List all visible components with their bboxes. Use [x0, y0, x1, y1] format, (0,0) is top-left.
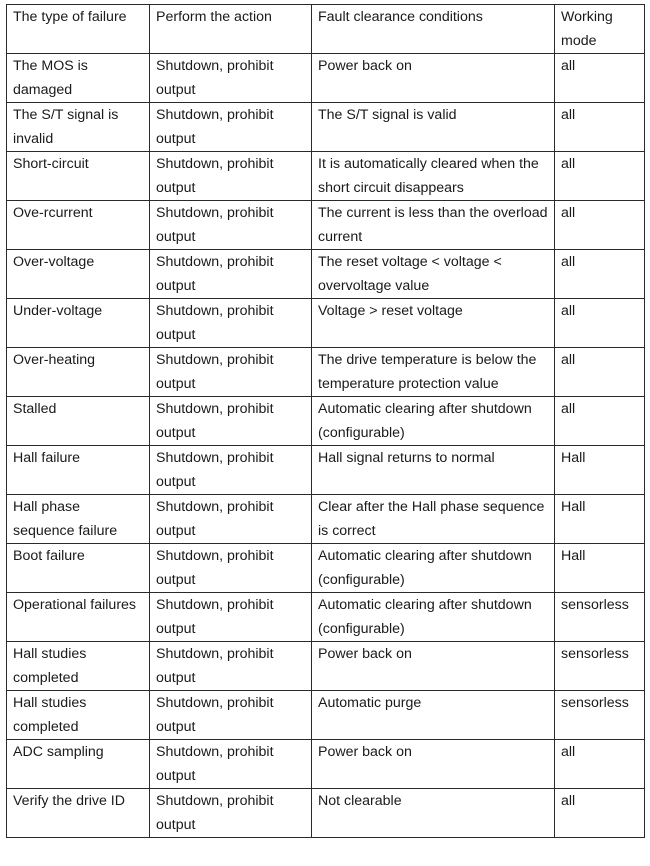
clearance-cell: Power back on [312, 740, 555, 789]
action-cell: Shutdown, prohibit output [150, 348, 312, 397]
table-row [7, 397, 645, 446]
working-mode-cell: Hall [555, 544, 645, 593]
working-mode-cell: sensorless [555, 691, 645, 740]
action-cell: Shutdown, prohibit output [150, 642, 312, 691]
clearance-cell: Automatic purge [312, 691, 555, 740]
clearance-cell: The S/T signal is valid [312, 103, 555, 152]
working-mode-cell: all [555, 250, 645, 299]
working-mode-cell: all [555, 201, 645, 250]
failure-type-cell: ADC sampling [7, 740, 150, 789]
clearance-cell: Not clearable [312, 789, 555, 838]
action-cell: Shutdown, prohibit output [150, 250, 312, 299]
table-row [7, 789, 645, 838]
clearance-cell: Automatic clearing after shutdown (configurable) [312, 397, 555, 446]
table-row [7, 740, 645, 789]
failure-type-cell: Over-heating [7, 348, 150, 397]
failure-type-cell: Boot failure [7, 544, 150, 593]
clearance-cell: Automatic clearing after shutdown (configurable) [312, 544, 555, 593]
action-cell: Shutdown, prohibit output [150, 54, 312, 103]
table-row [7, 544, 645, 593]
table-row [7, 201, 645, 250]
header-row [7, 5, 645, 54]
header-cell-failure-type: The type of failure [7, 5, 150, 54]
action-cell: Shutdown, prohibit output [150, 446, 312, 495]
failure-type-cell: Stalled [7, 397, 150, 446]
working-mode-cell: sensorless [555, 642, 645, 691]
failure-type-cell: Under-voltage [7, 299, 150, 348]
clearance-cell: Automatic clearing after shutdown (configurable) [312, 593, 555, 642]
action-cell: Shutdown, prohibit output [150, 740, 312, 789]
action-cell: Shutdown, prohibit output [150, 103, 312, 152]
failure-type-cell: Ove-rcurrent [7, 201, 150, 250]
clearance-cell: The drive temperature is below the temperature protection value [312, 348, 555, 397]
working-mode-cell: Hall [555, 446, 645, 495]
header-cell-clearance: Fault clearance conditions [312, 5, 555, 54]
clearance-cell: Hall signal returns to normal [312, 446, 555, 495]
working-mode-cell: all [555, 740, 645, 789]
working-mode-cell: all [555, 152, 645, 201]
fault-table [6, 4, 645, 838]
table-row [7, 495, 645, 544]
clearance-cell: Power back on [312, 54, 555, 103]
failure-type-cell: Operational failures [7, 593, 150, 642]
failure-type-cell: Short-circuit [7, 152, 150, 201]
working-mode-cell: sensorless [555, 593, 645, 642]
working-mode-cell: all [555, 54, 645, 103]
failure-type-cell: The MOS is damaged [7, 54, 150, 103]
failure-type-cell: Hall studies completed [7, 642, 150, 691]
clearance-cell: Power back on [312, 642, 555, 691]
action-cell: Shutdown, prohibit output [150, 544, 312, 593]
header-cell-action: Perform the action [150, 5, 312, 54]
failure-type-cell: The S/T signal is invalid [7, 103, 150, 152]
table-row [7, 642, 645, 691]
working-mode-cell: all [555, 299, 645, 348]
clearance-cell: It is automatically cleared when the short circuit disappears [312, 152, 555, 201]
failure-type-cell: Hall phase sequence failure [7, 495, 150, 544]
table-row [7, 54, 645, 103]
clearance-cell: The current is less than the overload current [312, 201, 555, 250]
table-row [7, 299, 645, 348]
action-cell: Shutdown, prohibit output [150, 593, 312, 642]
working-mode-cell: all [555, 103, 645, 152]
action-cell: Shutdown, prohibit output [150, 299, 312, 348]
clearance-cell: Clear after the Hall phase sequence is correct [312, 495, 555, 544]
table-row [7, 152, 645, 201]
failure-type-cell: Verify the drive ID [7, 789, 150, 838]
working-mode-cell: Hall [555, 495, 645, 544]
header-cell-working-mode: Working mode [555, 5, 645, 54]
action-cell: Shutdown, prohibit output [150, 691, 312, 740]
table-row [7, 250, 645, 299]
action-cell: Shutdown, prohibit output [150, 789, 312, 838]
clearance-cell: The reset voltage < voltage < overvoltage value [312, 250, 555, 299]
table-row [7, 446, 645, 495]
action-cell: Shutdown, prohibit output [150, 201, 312, 250]
table-row [7, 348, 645, 397]
failure-type-cell: Hall studies completed [7, 691, 150, 740]
failure-type-cell: Hall failure [7, 446, 150, 495]
action-cell: Shutdown, prohibit output [150, 152, 312, 201]
clearance-cell: Voltage > reset voltage [312, 299, 555, 348]
table-row [7, 691, 645, 740]
table-row [7, 593, 645, 642]
working-mode-cell: all [555, 397, 645, 446]
action-cell: Shutdown, prohibit output [150, 397, 312, 446]
table-row [7, 103, 645, 152]
failure-type-cell: Over-voltage [7, 250, 150, 299]
action-cell: Shutdown, prohibit output [150, 495, 312, 544]
working-mode-cell: all [555, 348, 645, 397]
working-mode-cell: all [555, 789, 645, 838]
table-body [7, 5, 645, 838]
